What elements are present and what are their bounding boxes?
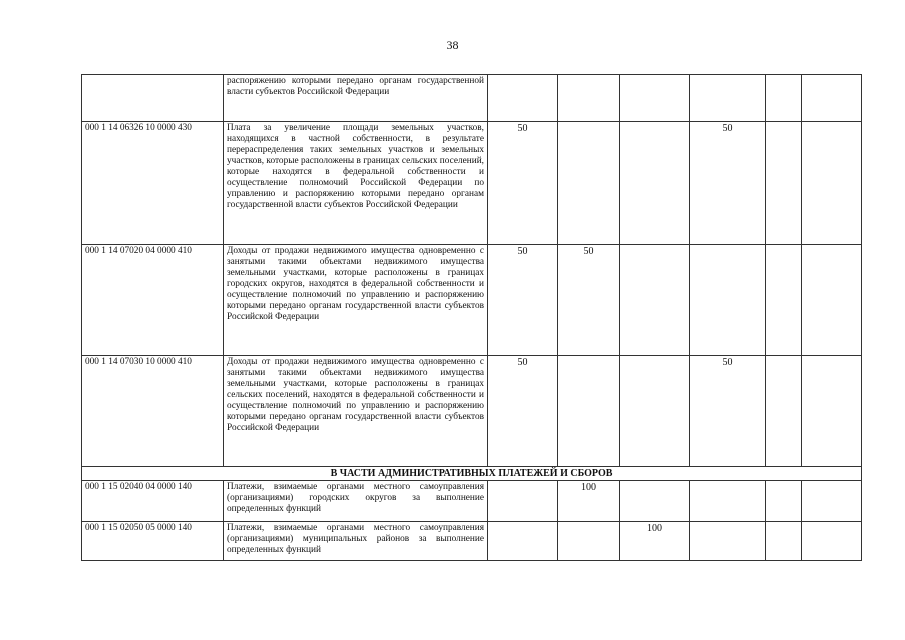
revenue-description: Плата за увеличение площади земельных участков, находящихся в частной собственности, в результате перераспределения таких земельных участков и земельных участков, которые расположены в границах сельских поселений, которые находятся в федеральной собственности и осуществление полномочий Российской Федерации по управлению и распоряжению которыми передано органам государственной власти субъектов Российской Федерации bbox=[224, 122, 488, 245]
value-cell bbox=[620, 481, 690, 522]
value-cell bbox=[488, 481, 558, 522]
value-cell bbox=[690, 481, 766, 522]
value-cell bbox=[802, 75, 862, 122]
section-title: В ЧАСТИ АДМИНИСТРАТИВНЫХ ПЛАТЕЖЕЙ И СБОРОВ bbox=[82, 467, 862, 481]
value-cell: 50 bbox=[488, 245, 558, 356]
value-cell: 50 bbox=[488, 122, 558, 245]
revenue-code: 000 1 14 06326 10 0000 430 bbox=[82, 122, 224, 245]
value-cell bbox=[690, 245, 766, 356]
section-header-row bbox=[82, 467, 862, 481]
page-number: 38 bbox=[446, 38, 459, 52]
value-cell bbox=[766, 481, 802, 522]
value-cell bbox=[558, 522, 620, 561]
revenue-distribution-table bbox=[81, 74, 862, 561]
value-cell bbox=[802, 245, 862, 356]
value-cell bbox=[766, 122, 802, 245]
value-cell bbox=[620, 245, 690, 356]
table-row bbox=[82, 75, 862, 122]
revenue-code: 000 1 14 07030 10 0000 410 bbox=[82, 356, 224, 467]
value-cell: 50 bbox=[488, 356, 558, 467]
value-cell bbox=[558, 356, 620, 467]
revenue-description: распоряжению которыми передано органам государственной власти субъектов Российской Федерации bbox=[224, 75, 488, 122]
value-cell bbox=[766, 245, 802, 356]
revenue-code bbox=[82, 75, 224, 122]
revenue-code: 000 1 15 02050 05 0000 140 bbox=[82, 522, 224, 561]
value-cell: 100 bbox=[558, 481, 620, 522]
value-cell bbox=[802, 481, 862, 522]
value-cell bbox=[802, 356, 862, 467]
value-cell bbox=[766, 522, 802, 561]
table-row bbox=[82, 245, 862, 356]
value-cell bbox=[620, 75, 690, 122]
value-cell: 50 bbox=[690, 122, 766, 245]
revenue-code: 000 1 15 02040 04 0000 140 bbox=[82, 481, 224, 522]
value-cell bbox=[766, 356, 802, 467]
table-row bbox=[82, 356, 862, 467]
revenue-description: Платежи, взимаемые органами местного самоуправления (организациями) муниципальных районов за выполнение определенных функций bbox=[224, 522, 488, 561]
revenue-description: Доходы от продажи недвижимого имущества одновременно с занятыми такими объектами недвижимого имущества земельными участками, которые расположены в границах городских округов, находятся в федеральной собственности и осуществление полномочий по управлению и распоряжению которыми передано органам государственной власти субъектов Российской Федерации bbox=[224, 245, 488, 356]
value-cell bbox=[488, 75, 558, 122]
table-row bbox=[82, 481, 862, 522]
value-cell bbox=[620, 356, 690, 467]
value-cell bbox=[690, 522, 766, 561]
value-cell: 50 bbox=[558, 245, 620, 356]
value-cell bbox=[802, 122, 862, 245]
value-cell bbox=[558, 75, 620, 122]
table-row bbox=[82, 522, 862, 561]
value-cell: 50 bbox=[690, 356, 766, 467]
revenue-description: Доходы от продажи недвижимого имущества одновременно с занятыми такими объектами недвижимого имущества земельными участками, которые расположены в границах сельских поселений, находятся в федеральной собственности и осуществление полномочий по управлению и распоряжению которыми передано органам государственной власти субъектов Российской Федерации bbox=[224, 356, 488, 467]
revenue-description: Платежи, взимаемые органами местного самоуправления (организациями) городских округов за выполнение определенных функций bbox=[224, 481, 488, 522]
value-cell bbox=[488, 522, 558, 561]
revenue-code: 000 1 14 07020 04 0000 410 bbox=[82, 245, 224, 356]
value-cell bbox=[558, 122, 620, 245]
value-cell bbox=[620, 122, 690, 245]
value-cell bbox=[690, 75, 766, 122]
table-row bbox=[82, 122, 862, 245]
value-cell: 100 bbox=[620, 522, 690, 561]
value-cell bbox=[766, 75, 802, 122]
value-cell bbox=[802, 522, 862, 561]
